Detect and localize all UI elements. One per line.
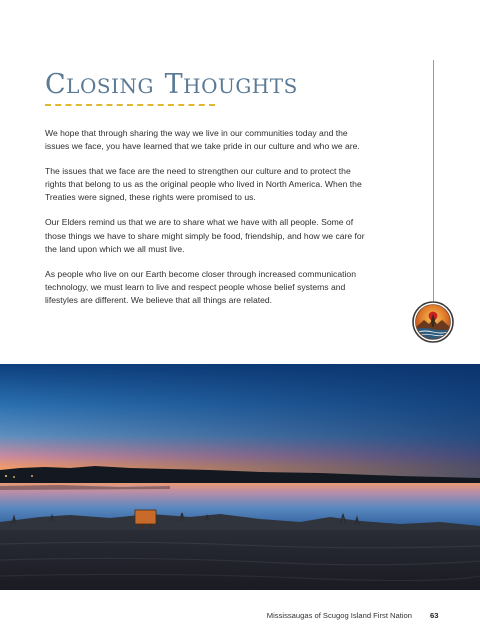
title-initial-2: T <box>164 69 184 100</box>
page-number: 63 <box>430 611 439 620</box>
vertical-divider <box>433 60 434 301</box>
first-nation-emblem-icon <box>412 301 454 343</box>
paragraph: We hope that through sharing the way we live in our communities today and the issues we face, you have learned that we take pride in our culture and who we are. <box>45 128 360 152</box>
title-initial-1: C <box>45 69 67 100</box>
lake-sunset-photo <box>0 364 480 590</box>
paragraph: The issues that we face are the need to strengthen our culture and to protect the rights that belong to us as the original people who lived in North America. When the Treaties were signed, these rights were promised to us. <box>45 166 362 203</box>
title-word-1: LOSING <box>66 74 154 98</box>
paragraph: Our Elders remind us that we are to share what we have with all people. Some of those things we have to share might simply be food, friendship, and how we care for the land upon which we all must live. <box>45 217 365 254</box>
page-title <box>45 66 298 98</box>
footer-title: Mississaugas of Scugog Island First Nation <box>266 611 412 620</box>
body-text <box>45 127 370 319</box>
paragraph: As people who live on our Earth become closer through increased communication technology, we must learn to live and respect people whose belief systems and lifestyles are different. We believe that all things are related. <box>45 268 356 305</box>
title-word-2: HOUGHTS <box>183 74 298 98</box>
title-underline <box>45 104 215 106</box>
